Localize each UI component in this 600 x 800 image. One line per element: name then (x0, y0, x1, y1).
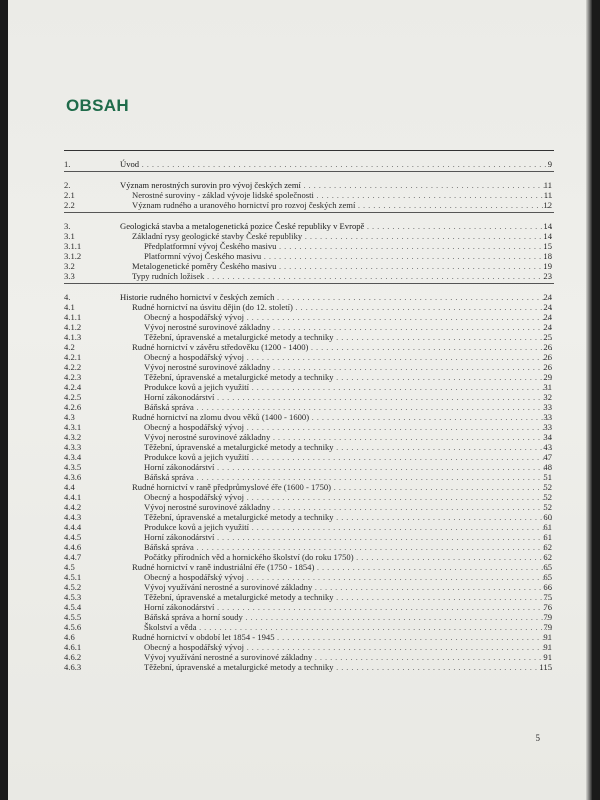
toc-entry-number: 4.1.2 (64, 322, 82, 332)
toc-entry-title: Obecný a hospodářský vývoj . . . (144, 492, 552, 502)
toc-entry-title: Těžební, úpravenské a metalurgické metody a techniky . . . (144, 332, 552, 342)
toc-entry-number: 1. (64, 159, 71, 169)
toc-entry-page: 33 (543, 402, 552, 412)
toc-entry-title: Horní zákonodárství . . . (144, 392, 552, 402)
toc-entry-page: 33 (543, 422, 552, 432)
toc-entry-number: 2.1 (64, 190, 75, 200)
toc-entry-title: Báňská správa . . . (144, 472, 552, 482)
toc-entry (8, 472, 592, 482)
toc-entry-title: Obecný a hospodářský vývoj . . . (144, 642, 552, 652)
toc-entry (8, 422, 592, 432)
toc-entry (8, 512, 592, 522)
toc-entry-number: 4.3.3 (64, 442, 82, 452)
toc-entry-title: Rudné hornictví v raně industriální éře (1750 - 1854) . . . (132, 562, 552, 572)
toc-entry (8, 342, 592, 352)
toc-entry-page: 31 (543, 382, 552, 392)
toc-entry-page: 51 (543, 472, 552, 482)
toc-entry-title: Vývoj využívání nerostné a surovinové základny . . . (144, 652, 552, 662)
toc-entry-title: Produkce kovů a jejich využití . . . (144, 382, 552, 392)
toc-entry-number: 4.5.6 (64, 622, 82, 632)
toc-entry (8, 362, 592, 372)
toc-entry-number: 4.2 (64, 342, 75, 352)
toc-entry-title: Horní zákonodárství . . . (144, 602, 552, 612)
toc-entry-title: Obecný a hospodářský vývoj . . . (144, 422, 552, 432)
toc-entry-number: 4.2.2 (64, 362, 82, 372)
toc-entry-number: 4.3.5 (64, 462, 82, 472)
toc-entry-title: Vývoj nerostné surovinové základny . . . (144, 322, 552, 332)
toc-entry-title: Produkce kovů a jejich využití . . . (144, 522, 552, 532)
toc-entry (8, 632, 592, 642)
toc-entry-number: 3.3 (64, 271, 75, 281)
toc-entry-page: 9 (547, 159, 552, 169)
toc-entry-page: 34 (543, 432, 552, 442)
toc-entry-page: 52 (543, 482, 552, 492)
toc-entry-page: 24 (543, 312, 552, 322)
toc-entry-number: 4.5.1 (64, 572, 82, 582)
toc-entry-page: 60 (543, 512, 552, 522)
toc-entry-number: 2.2 (64, 200, 75, 210)
toc-entry (8, 332, 592, 342)
toc-entry-title: Rudné hornictví v období let 1854 - 1945 . . . (132, 632, 552, 642)
toc-entry (8, 492, 592, 502)
toc-entry-page: 65 (543, 562, 552, 572)
toc-entry-number: 4.3.6 (64, 472, 82, 482)
toc-entry-page: 29 (543, 372, 552, 382)
toc-entry (8, 292, 592, 302)
toc-entry-page: 11 (543, 190, 552, 200)
toc-entry (8, 532, 592, 542)
toc-entry-title: Rudné hornictví na zlomu dvou věků (1400 - 1600) . . . (132, 412, 552, 422)
toc-entry-number: 4.5.5 (64, 612, 82, 622)
toc-entry-number: 3.1.1 (64, 241, 82, 251)
toc-entry (8, 502, 592, 512)
toc-entry-page: 43 (543, 442, 552, 452)
toc-entry (8, 462, 592, 472)
toc-entry (8, 159, 592, 169)
toc-entry-number: 3.1 (64, 231, 75, 241)
toc-entry-page: 14 (543, 221, 552, 231)
toc-entry-title: Obecný a hospodářský vývoj . . . (144, 572, 552, 582)
toc-entry (8, 612, 592, 622)
toc-entry-title: Těžební, úpravenské a metalurgické metody a techniky . . . (144, 662, 552, 672)
toc-entry-page: 79 (543, 622, 552, 632)
toc-entry-title: Báňská správa a horní soudy . . . (144, 612, 552, 622)
toc-entry-title: Počátky přírodních věd a hornického školství (do roku 1750) . . . (144, 552, 552, 562)
toc-entry-title: Metalogenetické poměry Českého masivu . . . (132, 261, 552, 271)
toc-entry-page: 19 (543, 261, 552, 271)
toc-entry-number: 4.4.1 (64, 492, 82, 502)
toc-entry (8, 552, 592, 562)
toc-entry-page: 32 (543, 392, 552, 402)
toc-entry (8, 372, 592, 382)
toc-entry (8, 312, 592, 322)
toc-entry-number: 4.4.4 (64, 522, 82, 532)
toc-entry-title: Typy rudních ložisek . . . (132, 271, 552, 281)
toc-entry-number: 4.4.3 (64, 512, 82, 522)
toc-entry-number: 4.1.1 (64, 312, 82, 322)
toc-entry-number: 4.2.6 (64, 402, 82, 412)
toc-entry (8, 261, 592, 271)
toc-entry (8, 322, 592, 332)
toc-entry-title: Základní rysy geologické stavby České republiky . . . (132, 231, 552, 241)
toc-entry (8, 302, 592, 312)
toc-entry-number: 4.6.2 (64, 652, 82, 662)
toc-entry (8, 221, 592, 231)
toc-entry-number: 4.3.1 (64, 422, 82, 432)
toc-entry-number: 4.5.2 (64, 582, 82, 592)
toc-entry (8, 231, 592, 241)
toc-entry-number: 3.2 (64, 261, 75, 271)
toc-entry-page: 12 (543, 200, 552, 210)
toc-entry-page: 65 (543, 572, 552, 582)
toc-entry-page: 91 (543, 632, 552, 642)
toc-entry (8, 180, 592, 190)
toc-entry-page: 33 (543, 412, 552, 422)
toc-entry (8, 382, 592, 392)
toc-entry (8, 542, 592, 552)
toc-entry-title: Vývoj nerostné surovinové základny . . . (144, 362, 552, 372)
toc-entry-title: Obecný a hospodářský vývoj . . . (144, 312, 552, 322)
toc-entry-page: 26 (543, 362, 552, 372)
toc-entry-title: Horní zákonodárství . . . (144, 532, 552, 542)
toc-entry (8, 602, 592, 612)
toc-entry-number: 4.2.4 (64, 382, 82, 392)
toc-entry-title: Školství a věda . . . (144, 622, 552, 632)
toc-entry-number: 4.2.5 (64, 392, 82, 402)
toc-entry-page: 26 (543, 342, 552, 352)
toc-entry (8, 190, 592, 200)
toc-entry-number: 4.4 (64, 482, 75, 492)
toc-entry (8, 562, 592, 572)
page-edge (586, 0, 592, 800)
toc-entry-page: 52 (543, 502, 552, 512)
toc-entry (8, 241, 592, 251)
toc-entry-title: Rudné hornictví v raně předprůmyslové éře (1600 - 1750) . . . (132, 482, 552, 492)
toc-entry (8, 271, 592, 281)
toc-entry (8, 352, 592, 362)
toc-entry-page: 91 (543, 642, 552, 652)
toc-entry-number: 4.2.3 (64, 372, 82, 382)
toc-entry-page: 47 (543, 452, 552, 462)
toc-entry-page: 15 (543, 241, 552, 251)
toc-entry-title: Platformní vývoj Českého masivu . . . (144, 251, 552, 261)
toc-entry-page: 24 (543, 292, 552, 302)
toc-entry-number: 4.3.2 (64, 432, 82, 442)
toc-entry (8, 572, 592, 582)
toc-entry-page: 25 (543, 332, 552, 342)
toc-entry-title: Horní zákonodárství . . . (144, 462, 552, 472)
toc-entry (8, 251, 592, 261)
toc-entry (8, 652, 592, 662)
toc-entry-number: 4.4.5 (64, 532, 82, 542)
toc-entry-title: Těžební, úpravenské a metalurgické metody a techniky . . . (144, 442, 552, 452)
toc-entry (8, 402, 592, 412)
toc-entry (8, 392, 592, 402)
toc-entry-page: 66 (543, 582, 552, 592)
toc-entry-title: Těžební, úpravenské a metalurgické metody a techniky . . . (144, 512, 552, 522)
toc-entry-title: Úvod . . . (120, 159, 552, 169)
toc-entry-title: Vývoj nerostné surovinové základny . . . (144, 502, 552, 512)
toc-entry-page: 91 (543, 652, 552, 662)
toc-entry-title: Nerostné suroviny - základ vývoje lidské společnosti . . . (132, 190, 552, 200)
toc-entry-page: 14 (543, 231, 552, 241)
page-number: 5 (535, 733, 540, 743)
toc-entry-number: 2. (64, 180, 71, 190)
toc-entry-title: Produkce kovů a jejich využití . . . (144, 452, 552, 462)
toc-entry (8, 200, 592, 210)
toc-entry-title: Historie rudného hornictví v českých zemích . . . (120, 292, 552, 302)
toc-entry-number: 4.4.6 (64, 542, 82, 552)
toc-entry-page: 62 (543, 552, 552, 562)
toc-entry-number: 4.3 (64, 412, 75, 422)
toc-entry-page: 79 (543, 612, 552, 622)
toc-entry-number: 4.3.4 (64, 452, 82, 462)
toc-entry (8, 452, 592, 462)
toc-entry-number: 4.5 (64, 562, 75, 572)
toc-entry (8, 622, 592, 632)
toc-entry-page: 62 (543, 542, 552, 552)
toc-entry-number: 4.6.3 (64, 662, 82, 672)
toc-entry (8, 662, 592, 672)
toc-entry (8, 412, 592, 422)
toc-entry-number: 4.6 (64, 632, 75, 642)
toc-entry-page: 75 (543, 592, 552, 602)
toc-entry-title: Vývoj využívání nerostné a surovinové základny . . . (144, 582, 552, 592)
toc-entry-page: 115 (539, 662, 552, 672)
toc-entry-page: 24 (543, 322, 552, 332)
toc-entry-number: 4.5.3 (64, 592, 82, 602)
toc-entry-title: Význam rudného a uranového hornictví pro rozvoj českých zemí . . . (132, 200, 552, 210)
toc-entry-title: Těžební, úpravenské a metalurgické metody a techniky . . . (144, 592, 552, 602)
toc-entry-page: 48 (543, 462, 552, 472)
toc-entry-page: 61 (543, 532, 552, 542)
toc-entry-number: 4.4.7 (64, 552, 82, 562)
toc-entry-number: 4.1.3 (64, 332, 82, 342)
toc-entry (8, 592, 592, 602)
toc-entry (8, 582, 592, 592)
toc-entry-page: 61 (543, 522, 552, 532)
toc-entry-page: 52 (543, 492, 552, 502)
toc-entry-page: 23 (543, 271, 552, 281)
toc-entry-title: Předplatformní vývoj Českého masivu . . . (144, 241, 552, 251)
toc-entry-number: 4.6.1 (64, 642, 82, 652)
toc-entry-page: 76 (543, 602, 552, 612)
toc-entry-number: 4.2.1 (64, 352, 82, 362)
toc-entry-title: Rudné hornictví v závěru středověku (1200 - 1400) . . . (132, 342, 552, 352)
toc-entry-title: Báňská správa . . . (144, 542, 552, 552)
toc-entry-title: Rudné hornictví na úsvitu dějin (do 12. století) . . . (132, 302, 552, 312)
toc-entry-title: Význam nerostných surovin pro vývoj českých zemí . . . (120, 180, 552, 190)
toc-entry (8, 522, 592, 532)
toc-entry-page: 26 (543, 352, 552, 362)
toc-entry-number: 4.4.2 (64, 502, 82, 512)
toc-entry-number: 3.1.2 (64, 251, 82, 261)
toc-entry (8, 432, 592, 442)
contents-heading: OBSAH (66, 96, 129, 115)
toc-entry (8, 642, 592, 652)
toc-entry-number: 4.5.4 (64, 602, 82, 612)
book-page (8, 0, 592, 800)
toc-entry-number: 4.1 (64, 302, 75, 312)
toc-entry-title: Geologická stavba a metalogenetická pozice České republiky v Evropě . . . (120, 221, 552, 231)
toc-entry-title: Obecný a hospodářský vývoj . . . (144, 352, 552, 362)
toc-entry-number: 4. (64, 292, 71, 302)
toc-entry-title: Vývoj nerostné surovinové základny . . . (144, 432, 552, 442)
toc-entry-number: 3. (64, 221, 71, 231)
toc-entry-page: 18 (543, 251, 552, 261)
table-of-contents (8, 150, 592, 674)
toc-entry-title: Báňská správa . . . (144, 402, 552, 412)
toc-entry-page: 11 (543, 180, 552, 190)
toc-entry-title: Těžební, úpravenské a metalurgické metody a techniky . . . (144, 372, 552, 382)
toc-entry (8, 442, 592, 452)
toc-entry-page: 24 (543, 302, 552, 312)
toc-entry (8, 482, 592, 492)
